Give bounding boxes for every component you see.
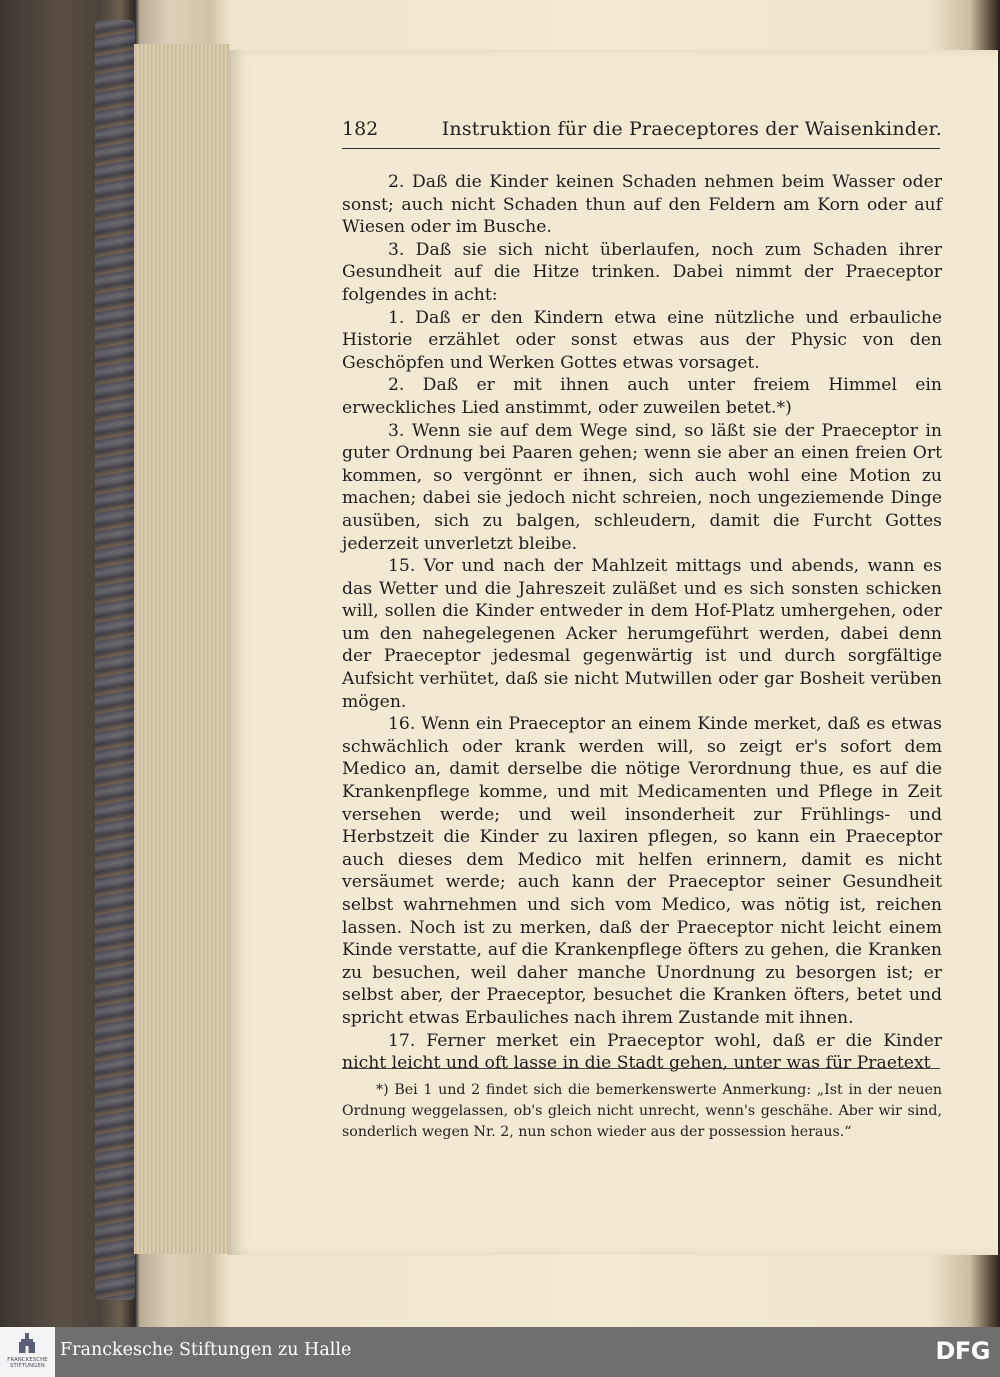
paragraph: 1. Daß er den Kindern etwa eine nützliche und erbauliche Historie erzählet oder sonst etwas aus der Physic von den Geschöpfen und Werken Gottes etwas vorsaget.	[342, 307, 942, 373]
logo-caption: FRANCKESCHE STIFTUNGEN	[7, 1357, 48, 1369]
page-number: 182	[342, 118, 379, 140]
footnote-rule	[342, 1068, 940, 1069]
orphanage-building-icon	[19, 1333, 35, 1353]
dfg-logo[interactable]: DFG	[935, 1337, 990, 1365]
paragraph: 15. Vor und nach der Mahlzeit mittags und abends, wann es das Wetter und die Jahreszeit zuläßet und es sich sonsten schicken will, sollen die Kinder entweder in dem Hof-Platz umhergehen, oder um den nahegelegenen Acker herumgeführt werden, dabei denn der Praeceptor jedesmal gegenwärtig ist und durch sorgfältige Aufsicht verhütet, daß sie nicht Mutwillen oder gar Bosheit verüben mögen.	[342, 556, 942, 712]
header-rule	[342, 148, 940, 149]
paragraph: 3. Wenn sie auf dem Wege sind, so läßt sie der Praeceptor in guter Ordnung bei Paaren gehen; wenn sie aber an einen freien Ort kommen, so vergönnt er ihnen, sich auch wohl eine Motion zu machen; dabei sie jedoch nicht schreien, noch ungeziemende Dinge ausüben, sich zu balgen, schleudern, damit die Furcht Gottes jederzeit unverletzt bleibe.	[342, 420, 942, 554]
running-title: Instruktion für die Praeceptores der Waisenkinder.	[441, 118, 942, 140]
paragraph: 2. Daß die Kinder keinen Schaden nehmen beim Wasser oder sonst; auch nicht Schaden thun auf den Feldern am Korn oder auf Wiesen oder im Busche.	[342, 172, 942, 238]
paragraph: 3. Daß sie sich nicht überlaufen, noch zum Schaden ihrer Gesundheit auf die Hitze trinken. Dabei nimmt der Praeceptor folgendes in acht:	[342, 239, 942, 305]
footnote	[342, 1080, 942, 1143]
paragraph: 2. Daß er mit ihnen auch unter freiem Himmel ein erweckliches Lied anstimmt, oder zuweilen betet.*)	[342, 375, 942, 418]
page-header	[342, 118, 942, 148]
footer-bar	[0, 1327, 1000, 1377]
institution-name[interactable]: Franckesche Stiftungen zu Halle	[60, 1340, 352, 1360]
institution-logo[interactable]	[0, 1327, 55, 1377]
paragraph: 16. Wenn ein Praeceptor an einem Kinde merket, daß es etwas schwächlich oder krank werden will, so zeigt er's sofort dem Medico an, damit derselbe die nötige Verordnung thue, es auf die Krankenpflege komme, und mit Medicamenten und Pflege in Zeit versehen werde; und weil insonderheit zur Frühlings- und Herbstzeit die Kinder zu laxiren pflegen, so kann ein Praeceptor auch dieses dem Medico mit helfen erinnern, damit es nicht versäumet werde; auch kann der Praeceptor seiner Gesundheit selbst wahrnehmen und sich vom Medico, was nötig ist, reichen lassen. Noch ist zu merken, daß der Praeceptor nicht leicht einem Kinde verstatte, auf die Krankenpflege öfters zu gehen, die Kranken zu besuchen, weil daher manche Unordnung zu besorgen ist; er selbst aber, der Praeceptor, besuchet die Kranken öfters, betet und spricht etwas Erbauliches nach ihrem Zustande mit ihnen.	[342, 714, 942, 1028]
footnote-text: *) Bei 1 und 2 findet sich die bemerkenswerte Anmerkung: „Ist in der neuen Ordnung weggelassen, ob's gleich nicht unrecht, wenn's geschähe. Aber wir sind, sonderlich wegen Nr. 2, nun schon wieder aus der possession heraus.“	[342, 1082, 942, 1140]
book-spine	[95, 20, 135, 1300]
body-text	[342, 171, 942, 1075]
page-edges	[134, 44, 230, 1254]
paragraph: 17. Ferner merket ein Praeceptor wohl, daß er die Kinder nicht leicht und oft lasse in die Stadt gehen, unter was für Praetext	[342, 1030, 942, 1074]
